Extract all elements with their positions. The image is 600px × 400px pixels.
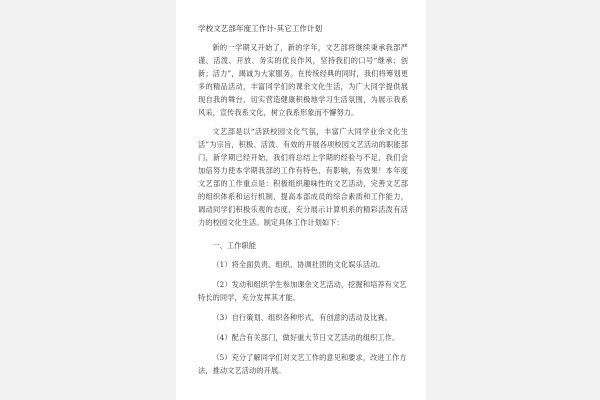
list-item: （3）自行策划、组织各种形式，有创意的活动及比赛。: [212, 313, 392, 322]
list-item: （1）将全面负责、组织、协调社团的文化娱乐活动。: [212, 260, 385, 269]
document-content: [198, 22, 408, 384]
list-item: （2）发动和组织学生参加课余文艺活动，挖掘和培养有文艺特长的同学，充分发挥其才能。: [198, 280, 407, 302]
document-title: 学校文艺部年度工作计-其它工作计划: [198, 24, 323, 33]
paragraph-intro: 新的一学期又开始了，新的学年，文艺部将继续秉承我部严谨、活泼、开放、务实的优良作风，坚持我们的口号“继承；创新；活力”，竭诚为大家服务。在传统经典的同时，我们将筹划更多的精品活动，丰富同学们的课余文化生活，为广大同学提供展现自我的舞台，切实营造健康积极地学习生活氛围，为展示我系风采，宣传我系文化，树立我系形象而不懈努力。: [198, 43, 408, 117]
list-item: （5）充分了解同学们对文艺工作的意见和要求，改进工作方法，推动文艺活动的开展。: [198, 353, 407, 375]
section-heading: 一、工作职能: [212, 241, 257, 250]
document-page: [176, 0, 426, 400]
list-item: （4）配合有关部门，做好重大节日文艺活动的组织工作。: [212, 333, 400, 342]
paragraph-purpose: 文艺部是以“活跃校园文化气氛，丰富广大同学业余文化生活”为宗旨，积极、活泼、有效的开展各项校园文艺活动的职能部门，新学期已经开始，我们将总结上学期的经验与不足，我们会加倍努力使本学期我部的工作有特色，有影响，有效果！本年度文艺部的工作重点是：积极组织趣味性的文艺活动，完善文艺部的组织体系和运行机制，提高本部成员的综合素质和工作能力，调动同学们积极乐观的态度，充分展示计算机系的精彩活泼有活力的校园文化生活。制定具体工作计划如下：: [198, 127, 408, 227]
